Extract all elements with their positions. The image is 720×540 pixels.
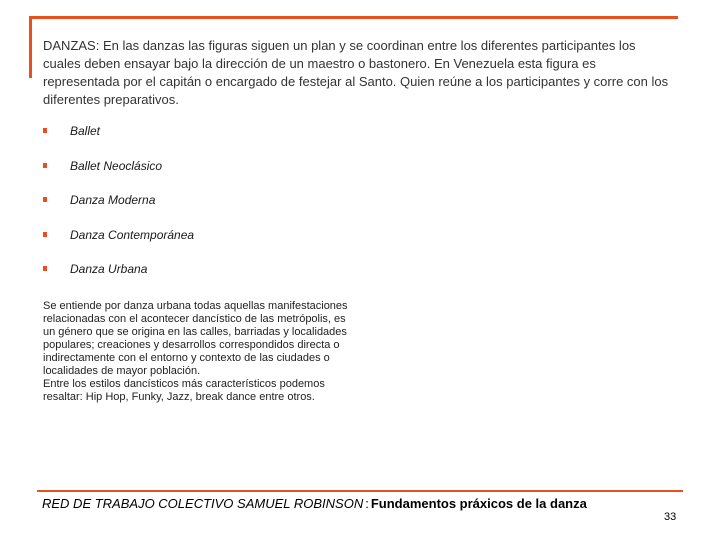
dance-types-list bbox=[43, 124, 194, 297]
list-item bbox=[43, 124, 194, 159]
footer-course: Fundamentos práxicos de la danza bbox=[370, 496, 587, 511]
body-paragraph: Se entiende por danza urbana todas aquellas manifestaciones relacionadas con el acontecer dancístico de las metrópolis, es un género que se origina en las calles, barriadas y localidades populares; creaciones y desarrollos correspondidos directa o indirectamente con el entorno y contexto de las ciudades o localidades de mayor población. bbox=[43, 300, 348, 377]
square-bullet-icon bbox=[43, 266, 47, 271]
square-bullet-icon bbox=[43, 197, 47, 202]
footer-organization: RED DE TRABAJO COLECTIVO SAMUEL ROBINSON bbox=[42, 496, 364, 511]
list-item-label: Ballet bbox=[70, 124, 101, 138]
footer-divider bbox=[37, 490, 683, 492]
urban-dance-description bbox=[43, 300, 353, 404]
list-item bbox=[43, 159, 194, 194]
body-paragraph: Entre los estilos dancísticos más característicos podemos resaltar: Hip Hop, Funky, Jazz, break dance entre otros. bbox=[43, 378, 325, 403]
square-bullet-icon bbox=[43, 163, 47, 168]
list-item-label: Ballet Neoclásico bbox=[70, 158, 163, 173]
page-number: 33 bbox=[664, 511, 677, 523]
list-item bbox=[43, 228, 194, 263]
list-item bbox=[43, 262, 194, 297]
accent-line-left bbox=[29, 16, 32, 78]
list-item bbox=[43, 193, 194, 228]
intro-paragraph: DANZAS: En las danzas las figuras siguen un plan y se coordinan entre los diferentes participantes los cuales deben ensayar bajo la dirección de un maestro o bastonero. En Venezuela esta figura es representada por el capitán o encargado de festejar al Santo. Quien reúne a los participantes y corre con los diferentes preparativos. bbox=[43, 38, 669, 107]
footer-separator: : bbox=[365, 496, 369, 511]
list-item-label: Danza Moderna bbox=[70, 193, 156, 207]
square-bullet-icon bbox=[43, 128, 47, 133]
list-item-label: Danza Contemporánea bbox=[70, 227, 195, 242]
accent-line-top bbox=[29, 16, 678, 19]
square-bullet-icon bbox=[43, 232, 47, 237]
list-item-label: Danza Urbana bbox=[70, 262, 148, 276]
footer bbox=[42, 496, 587, 511]
